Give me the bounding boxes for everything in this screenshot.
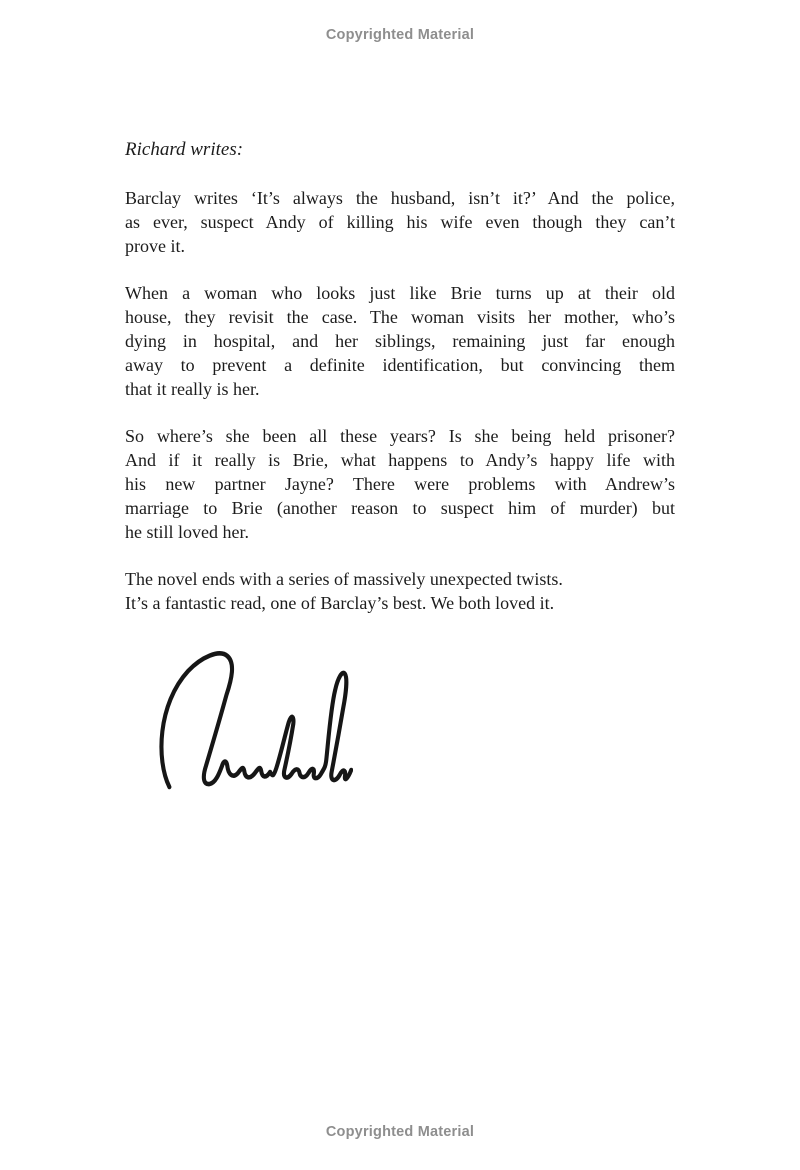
text-line: that it really is her. — [125, 379, 260, 399]
text-line: It’s a fantastic read, one of Barclay’s best. We both loved it. — [125, 593, 555, 613]
text-line: house, they revisit the case. The woman visits her mother, who’s — [125, 307, 675, 327]
paragraph — [125, 186, 675, 258]
paragraph — [125, 424, 675, 544]
text-line: he still loved her. — [125, 522, 249, 542]
paragraph — [125, 281, 675, 401]
text-line: marriage to Brie (another reason to suspect him of murder) but — [125, 498, 675, 518]
text-line: dying in hospital, and her siblings, remaining just far enough — [125, 331, 675, 351]
text-line: Barclay writes ‘It’s always the husband, isn’t it?’ And the police, — [125, 188, 675, 208]
text-line: So where’s she been all these years? Is she being held prisoner? — [125, 426, 675, 446]
text-line: When a woman who looks just like Brie turns up at their old — [125, 283, 675, 303]
page-body — [125, 138, 675, 615]
copyright-watermark-bottom: Copyrighted Material — [325, 1124, 475, 1140]
text-line: as ever, suspect Andy of killing his wife even though they can’t — [125, 212, 675, 232]
text-line: away to prevent a definite identification, but convincing them — [125, 355, 675, 375]
paragraphs — [125, 186, 675, 615]
text-line: his new partner Jayne? There were problems with Andrew’s — [125, 474, 675, 494]
signature-ink-stroke — [148, 646, 353, 794]
paragraph — [125, 567, 675, 615]
richard-writes-heading: Richard writes: — [125, 139, 244, 160]
richard-signature — [148, 646, 353, 794]
copyright-watermark-top: Copyrighted Material — [325, 27, 475, 43]
text-line: The novel ends with a series of massively unexpected twists. — [125, 569, 563, 589]
text-line: And if it really is Brie, what happens to Andy’s happy life with — [125, 450, 675, 470]
text-line: prove it. — [125, 236, 185, 256]
